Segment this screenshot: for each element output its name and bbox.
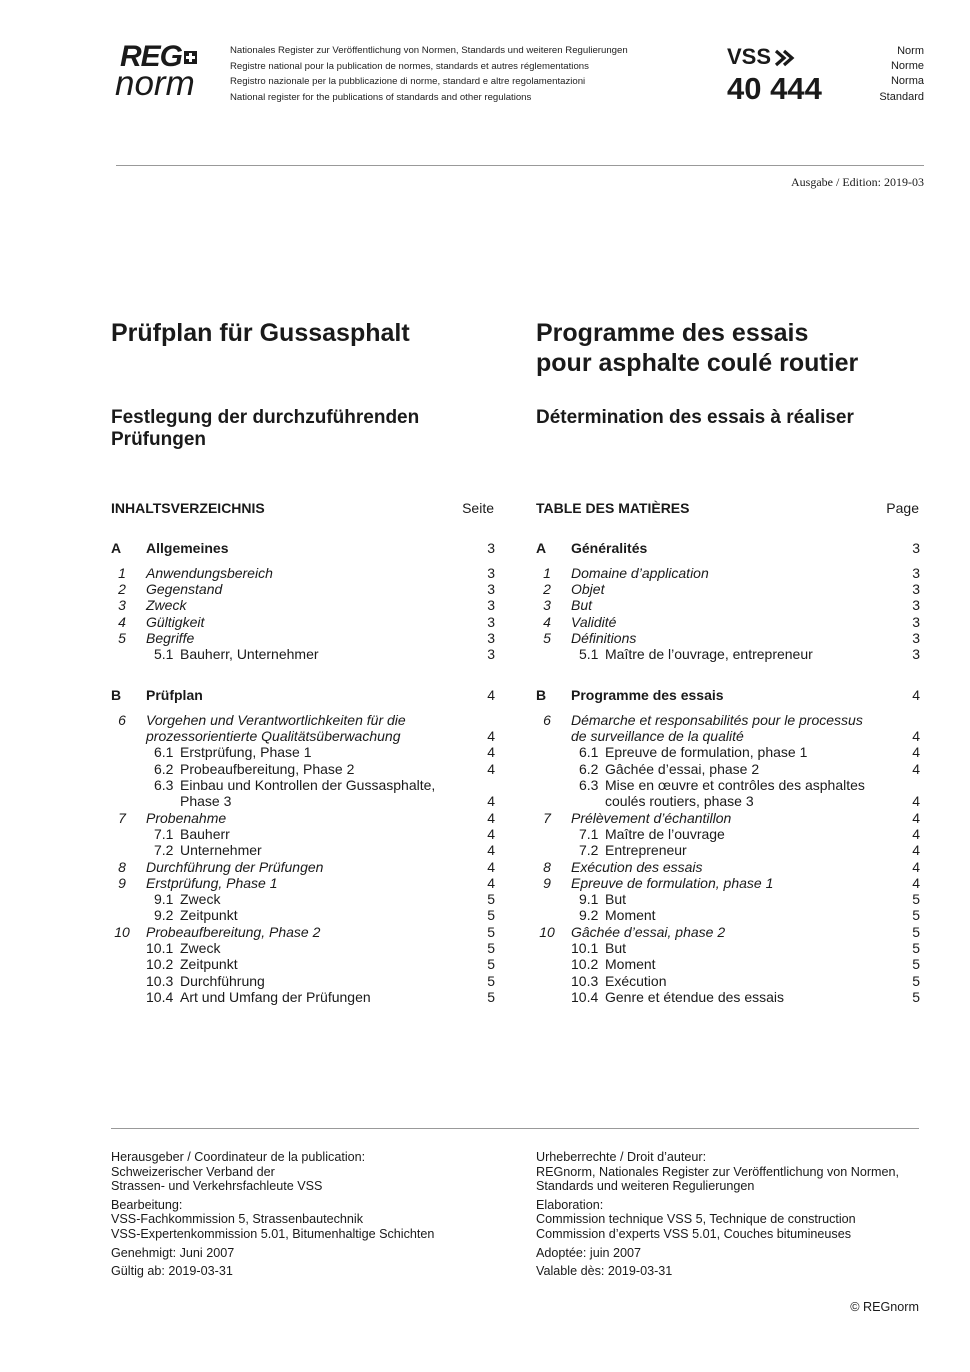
toc-subtitle: Bauherr, Unternehmer — [180, 646, 319, 663]
toc-chapter — [111, 875, 495, 891]
toc-page-number: 3 — [912, 630, 920, 646]
toc-subsection — [111, 842, 495, 858]
toc-title — [154, 842, 262, 858]
footer-line: Schweizerischer Verband der — [111, 1164, 275, 1179]
toc-subsection — [111, 777, 495, 793]
toc-page-number: 5 — [912, 972, 920, 989]
toc-page-number: 3 — [912, 581, 920, 598]
toc-subtitle: Moment — [605, 956, 656, 973]
toc-subsection — [536, 826, 920, 842]
toc-chapter — [111, 597, 495, 613]
swiss-cross-icon — [184, 51, 197, 64]
toc-page-number: 5 — [487, 988, 495, 1005]
toc-title — [154, 761, 354, 777]
toc-subsection — [111, 989, 495, 1005]
title-fr-line1: Programme des essais — [536, 319, 809, 347]
toc-number: 4 — [118, 613, 126, 630]
toc-title: Prélèvement d’échantillon — [571, 809, 732, 826]
vss-logo — [727, 44, 795, 70]
footer-block — [536, 1264, 936, 1279]
toc-number: 10 — [539, 923, 555, 940]
toc-number: 7 — [118, 809, 126, 826]
footer-line: Commission d’experts VSS 5.01, Couches bitumineuses — [536, 1226, 851, 1241]
toc-chapter — [111, 728, 495, 744]
toc-number: B — [536, 687, 547, 703]
toc-page-number: 4 — [487, 760, 495, 777]
toc-title — [146, 956, 238, 972]
toc-title — [154, 744, 312, 760]
toc-page-number: 3 — [487, 581, 495, 598]
toc-page-number: 4 — [487, 825, 495, 842]
toc-page-heading-fr: Page — [886, 500, 919, 516]
toc-title — [579, 891, 626, 907]
toc-chapter — [111, 581, 495, 597]
toc-title — [579, 777, 865, 793]
toc-subsection — [111, 646, 495, 662]
toc-subnumber: 6.3 — [579, 777, 599, 793]
toc-number: 3 — [543, 597, 551, 614]
toc-subtitle: Zeitpunkt — [180, 956, 238, 973]
footer-block — [111, 1246, 521, 1261]
toc-subsection — [536, 842, 920, 858]
toc-subnumber: 6.1 — [154, 744, 174, 761]
toc-section — [111, 687, 495, 703]
footer-line: Commission technique VSS 5, Technique de construction — [536, 1212, 856, 1227]
toc-page-number: 4 — [912, 874, 920, 891]
toc-chapter — [536, 630, 920, 646]
toc-subtitle: Einbau und Kontrollen der Gussasphalte, — [180, 777, 436, 793]
toc-title — [579, 842, 687, 858]
toc-title: Prüfplan — [146, 687, 203, 703]
logo-reg-text: REG — [120, 40, 183, 73]
toc-number: 2 — [118, 581, 126, 598]
toc-page-number: 4 — [487, 744, 495, 761]
toc-number: 9 — [118, 874, 126, 891]
toc-subsection — [111, 973, 495, 989]
toc-subsection — [536, 891, 920, 907]
toc-number: 6 — [543, 711, 551, 728]
toc-chapter — [536, 728, 920, 744]
toc-title: Définitions — [571, 630, 637, 646]
toc-subnumber: 9.1 — [579, 891, 599, 908]
norm-labels — [879, 44, 924, 105]
footer-divider — [111, 1128, 919, 1129]
toc-subnumber: 7.1 — [154, 825, 174, 842]
toc-page-number: 4 — [912, 858, 920, 875]
footer-line: Herausgeber / Coordinateur de la publication: — [111, 1150, 366, 1164]
toc-page-number: 4 — [912, 744, 920, 761]
toc-subnumber: 6.3 — [154, 777, 174, 793]
toc-subsection — [111, 940, 495, 956]
toc-subsection — [111, 907, 495, 923]
toc-chapter — [111, 565, 495, 581]
toc-subnumber: 7.1 — [579, 825, 599, 842]
toc-page-number: 3 — [912, 564, 920, 581]
toc-page-number: 3 — [487, 540, 495, 556]
toc-title: Gâchée d’essai, phase 2 — [571, 923, 726, 940]
toc-title — [154, 907, 238, 923]
toc-page-number: 3 — [487, 646, 495, 663]
toc-subsection — [536, 907, 920, 923]
toc-title: Validité — [571, 613, 617, 630]
toc-page-number: 4 — [487, 793, 495, 810]
toc-subtitle: Gâchée d’essai, phase 2 — [605, 760, 760, 777]
toc-chapter — [536, 565, 920, 581]
register-line-it: Registro nazionale per la pubblicazione di norme, standard e altre regolamentazioni — [230, 76, 586, 87]
toc-title: Domaine d’application — [571, 564, 709, 581]
footer-block — [536, 1198, 936, 1242]
title-de: Prüfplan für Gussasphalt — [111, 319, 410, 347]
toc-subtitle: Zeitpunkt — [180, 907, 238, 924]
toc-title: Gegenstand — [146, 581, 223, 598]
toc-title — [579, 744, 807, 760]
toc-chapter — [536, 875, 920, 891]
toc-number: 4 — [543, 613, 551, 630]
toc-subnumber: 9.1 — [154, 891, 174, 908]
toc-chapter — [536, 859, 920, 875]
toc-subnumber: 10.2 — [146, 956, 174, 973]
toc-title — [571, 940, 626, 956]
toc-page-number: 5 — [912, 988, 920, 1005]
toc-page-heading-de: Seite — [462, 500, 494, 516]
toc-title: Gültigkeit — [146, 613, 205, 630]
toc-title — [154, 646, 319, 662]
toc-title: Begriffe — [146, 630, 195, 646]
toc-page-number: 5 — [487, 923, 495, 940]
toc-subtitle: Mise en œuvre et contrôles des asphaltes — [605, 777, 865, 793]
toc-page-number: 5 — [487, 956, 495, 973]
toc-page-number: 4 — [487, 842, 495, 859]
toc-chapter — [536, 597, 920, 613]
toc-page-number: 4 — [487, 858, 495, 875]
logo-norm-text: norm — [115, 64, 195, 103]
toc-title — [579, 826, 725, 842]
toc-subnumber: 7.2 — [579, 842, 599, 859]
footer-block — [536, 1246, 936, 1261]
toc-title — [579, 646, 813, 662]
norm-label-de: Norm — [897, 45, 924, 57]
toc-number: A — [536, 540, 547, 556]
toc-subsection — [536, 761, 920, 777]
toc-subnumber: 10.1 — [146, 940, 174, 956]
toc-chapter — [536, 712, 920, 728]
toc-title — [154, 826, 230, 842]
toc-chapter — [536, 810, 920, 826]
toc-subtitle: But — [605, 940, 627, 956]
toc-subtitle: Genre et étendue des essais — [605, 988, 785, 1005]
toc-number: 5 — [118, 630, 126, 646]
toc-subnumber: 5.1 — [154, 646, 174, 663]
toc-chapter — [111, 614, 495, 630]
footer-de — [111, 1150, 521, 1283]
toc-subsection — [111, 761, 495, 777]
toc-page-number: 4 — [912, 793, 920, 810]
toc-subtitle: Zweck — [180, 891, 221, 908]
footer-block — [111, 1150, 521, 1194]
footer-line: REGnorm, Nationales Register zur Veröffentlichung von Normen, — [536, 1164, 900, 1179]
toc-chapter — [536, 614, 920, 630]
toc-page-number: 4 — [487, 728, 495, 745]
header-divider — [116, 165, 924, 166]
toc-title — [571, 989, 784, 1005]
toc-title: Généralités — [571, 540, 648, 556]
toc-chapter — [111, 810, 495, 826]
toc-title — [154, 777, 435, 793]
toc-title: Démarche et responsabilités pour le processus — [571, 711, 863, 728]
footer-line: Genehmigt: Juni 2007 — [111, 1245, 235, 1260]
toc-subtitle: Bauherr — [180, 825, 230, 842]
toc-subtitle: Erstprüfung, Phase 1 — [180, 744, 312, 761]
toc-subtitle: Durchführung — [180, 972, 265, 989]
toc-subtitle: Entrepreneur — [605, 842, 687, 859]
toc-number: A — [111, 540, 122, 556]
toc-page-number: 4 — [912, 760, 920, 777]
toc-title — [146, 973, 265, 989]
toc-subnumber: 10.3 — [146, 972, 174, 989]
toc-title: Allgemeines — [146, 540, 229, 556]
toc-number: 3 — [118, 597, 126, 614]
toc-title: Objet — [571, 581, 605, 598]
toc-heading-fr: TABLE DES MATIÈRES — [536, 500, 690, 516]
toc-subtitle: Unternehmer — [180, 842, 262, 859]
toc-title: Exécution des essais — [571, 858, 703, 875]
toc-subnumber: 5.1 — [579, 646, 599, 663]
toc-title — [571, 973, 666, 989]
toc-page-number: 3 — [912, 613, 920, 630]
toc-number: 7 — [543, 809, 551, 826]
toc-number: 10 — [114, 923, 130, 940]
copyright-notice: © REGnorm — [850, 1300, 919, 1314]
toc-subsection — [536, 793, 920, 809]
toc-page-number: 5 — [912, 956, 920, 973]
toc-number: 6 — [118, 711, 126, 728]
vss-logo-text: VSS — [727, 44, 772, 69]
toc-page-number: 5 — [912, 940, 920, 956]
toc-title — [571, 956, 656, 972]
toc-title: But — [571, 597, 593, 614]
toc-page-number: 4 — [487, 687, 495, 703]
toc-subsection — [111, 744, 495, 760]
toc-heading-de: INHALTSVERZEICHNIS — [111, 500, 265, 516]
toc-title: Programme des essais — [571, 687, 724, 703]
toc-page-number: 5 — [487, 972, 495, 989]
toc-subsection — [536, 646, 920, 662]
footer-line: Valable dès: 2019-03-31 — [536, 1264, 673, 1279]
toc-title: Vorgehen und Verantwortlichkeiten für die — [146, 711, 406, 728]
toc-page-number: 5 — [912, 907, 920, 924]
standard-number: 40 444 — [727, 71, 822, 106]
toc-title: Erstprüfung, Phase 1 — [146, 874, 278, 891]
toc-subtitle: Art und Umfang der Prüfungen — [180, 988, 371, 1005]
footer-block — [111, 1264, 521, 1279]
toc-page-number: 3 — [912, 540, 920, 556]
toc-subtitle: Probeaufbereitung, Phase 2 — [180, 760, 355, 777]
toc-page-number: 3 — [487, 630, 495, 646]
title-fr — [536, 318, 858, 378]
toc-number: 9 — [543, 874, 551, 891]
toc-subtitle: But — [605, 891, 627, 908]
toc-subtitle: Maître de l’ouvrage — [605, 825, 725, 842]
subtitle-fr: Détermination des essais à réaliser — [536, 407, 854, 428]
toc-page-number: 3 — [912, 646, 920, 663]
toc-subnumber: 7.2 — [154, 842, 174, 859]
toc-number: 1 — [118, 564, 126, 581]
toc-number: 8 — [118, 858, 126, 875]
toc-title: Epreuve de formulation, phase 1 — [571, 874, 774, 891]
footer-line: VSS-Expertenkommission 5.01, Bitumenhaltige Schichten — [111, 1226, 435, 1241]
toc-title: coulés routiers, phase 3 — [605, 793, 754, 810]
toc-page-number: 5 — [912, 891, 920, 908]
toc-subsection — [536, 777, 920, 793]
toc-subnumber: 10.4 — [146, 988, 174, 1005]
toc-page-number: 4 — [912, 842, 920, 859]
toc-page-number: 3 — [487, 613, 495, 630]
toc-subnumber: 9.2 — [579, 907, 599, 924]
toc-title: Zweck — [146, 597, 187, 614]
toc-subnumber: 9.2 — [154, 907, 174, 924]
toc-subnumber: 6.2 — [579, 760, 599, 777]
toc-title: prozessorientierte Qualitätsüberwachung — [146, 728, 401, 745]
register-description — [230, 43, 628, 105]
toc-subnumber: 10.1 — [571, 940, 599, 956]
toc-title — [154, 891, 220, 907]
toc-page-number: 5 — [487, 891, 495, 908]
footer-line: Bearbeitung: — [111, 1197, 183, 1212]
toc-page-number: 4 — [487, 874, 495, 891]
toc-section — [111, 540, 495, 556]
toc-subsection — [536, 973, 920, 989]
toc-title: Probeaufbereitung, Phase 2 — [146, 923, 321, 940]
toc-title: Durchführung der Prüfungen — [146, 858, 324, 875]
toc-subtitle: Moment — [605, 907, 656, 924]
toc-page-number: 5 — [487, 940, 495, 956]
toc-subtitle: Zweck — [180, 940, 221, 956]
toc-chapter — [111, 630, 495, 646]
toc-title — [146, 940, 220, 956]
toc-section — [536, 687, 920, 703]
toc-subsection — [111, 826, 495, 842]
toc-subsection — [111, 793, 495, 809]
toc-subsection — [536, 989, 920, 1005]
toc-title — [579, 761, 759, 777]
toc-subsection — [536, 940, 920, 956]
vss-arrow-icon — [773, 48, 795, 68]
toc-page-number: 4 — [912, 809, 920, 826]
toc-page-number: 4 — [912, 728, 920, 745]
norm-label-it: Norma — [890, 75, 924, 88]
toc-title: Phase 3 — [180, 793, 232, 810]
toc-subsection — [536, 744, 920, 760]
footer-line: Standards und weiteren Regulierungen — [536, 1179, 755, 1194]
subtitle-de: Festlegung der durchzuführenden Prüfungen — [111, 407, 420, 450]
toc-title — [146, 989, 371, 1005]
toc-page-number: 3 — [912, 597, 920, 614]
toc-page-number: 3 — [487, 564, 495, 581]
toc-number: B — [111, 687, 122, 703]
footer-line: Strassen- und Verkehrsfachleute VSS — [111, 1179, 323, 1194]
title-fr-line2: pour asphalte coulé routier — [536, 349, 859, 377]
toc-subnumber: 6.1 — [579, 744, 599, 761]
toc-title — [579, 907, 656, 923]
footer-fr — [536, 1150, 936, 1283]
footer-line: Adoptée: juin 2007 — [536, 1245, 642, 1260]
toc-chapter — [536, 924, 920, 940]
toc-subnumber: 10.4 — [571, 988, 599, 1005]
toc-subnumber: 10.3 — [571, 972, 599, 989]
footer-line: Elaboration: — [536, 1197, 604, 1212]
toc-page-number: 5 — [487, 907, 495, 924]
toc-subsection — [111, 891, 495, 907]
toc-number: 1 — [543, 564, 551, 581]
toc-subsection — [111, 956, 495, 972]
toc-subsection — [536, 956, 920, 972]
toc-chapter — [536, 581, 920, 597]
toc-chapter — [111, 924, 495, 940]
toc-chapter — [111, 712, 495, 728]
toc-subtitle: Maître de l’ouvrage, entrepreneur — [605, 646, 813, 663]
toc-title: Probenahme — [146, 809, 227, 826]
toc-page-number: 4 — [487, 809, 495, 826]
register-line-fr: Registre national pour la publication de normes, standards et autres réglementations — [230, 60, 589, 72]
norm-label-fr: Norme — [890, 60, 924, 73]
toc-subtitle: Exécution — [605, 972, 667, 989]
toc-chapter — [111, 859, 495, 875]
toc-subnumber: 6.2 — [154, 760, 174, 777]
toc-title: de surveillance de la qualité — [571, 728, 744, 745]
norm-label-en: Standard — [879, 90, 924, 103]
footer-line: VSS-Fachkommission 5, Strassenbautechnik — [111, 1212, 363, 1227]
footer-block — [536, 1150, 936, 1194]
footer-line: Gültig ab: 2019-03-31 — [111, 1264, 233, 1279]
toc-number: 2 — [543, 581, 551, 598]
toc-subnumber: 10.2 — [571, 956, 599, 973]
toc-page-number: 4 — [912, 825, 920, 842]
toc-title: Anwendungsbereich — [146, 564, 273, 581]
toc-page-number: 4 — [912, 687, 920, 703]
edition-date: Ausgabe / Edition: 2019-03 — [791, 175, 924, 189]
toc-page-number: 3 — [487, 597, 495, 614]
toc-number: 8 — [543, 858, 551, 875]
toc-page-number: 5 — [912, 923, 920, 940]
footer-line: Urheberrechte / Droit d’auteur: — [536, 1150, 707, 1164]
toc-section — [536, 540, 920, 556]
register-line-en: National register for the publications of standards and other regulations — [230, 91, 532, 103]
toc-number: 5 — [543, 630, 551, 646]
register-line-de: Nationales Register zur Veröffentlichung von Normen, Standards und weiteren Regulierungen — [230, 45, 628, 56]
footer-block — [111, 1198, 521, 1242]
toc-subtitle: Epreuve de formulation, phase 1 — [605, 744, 808, 761]
